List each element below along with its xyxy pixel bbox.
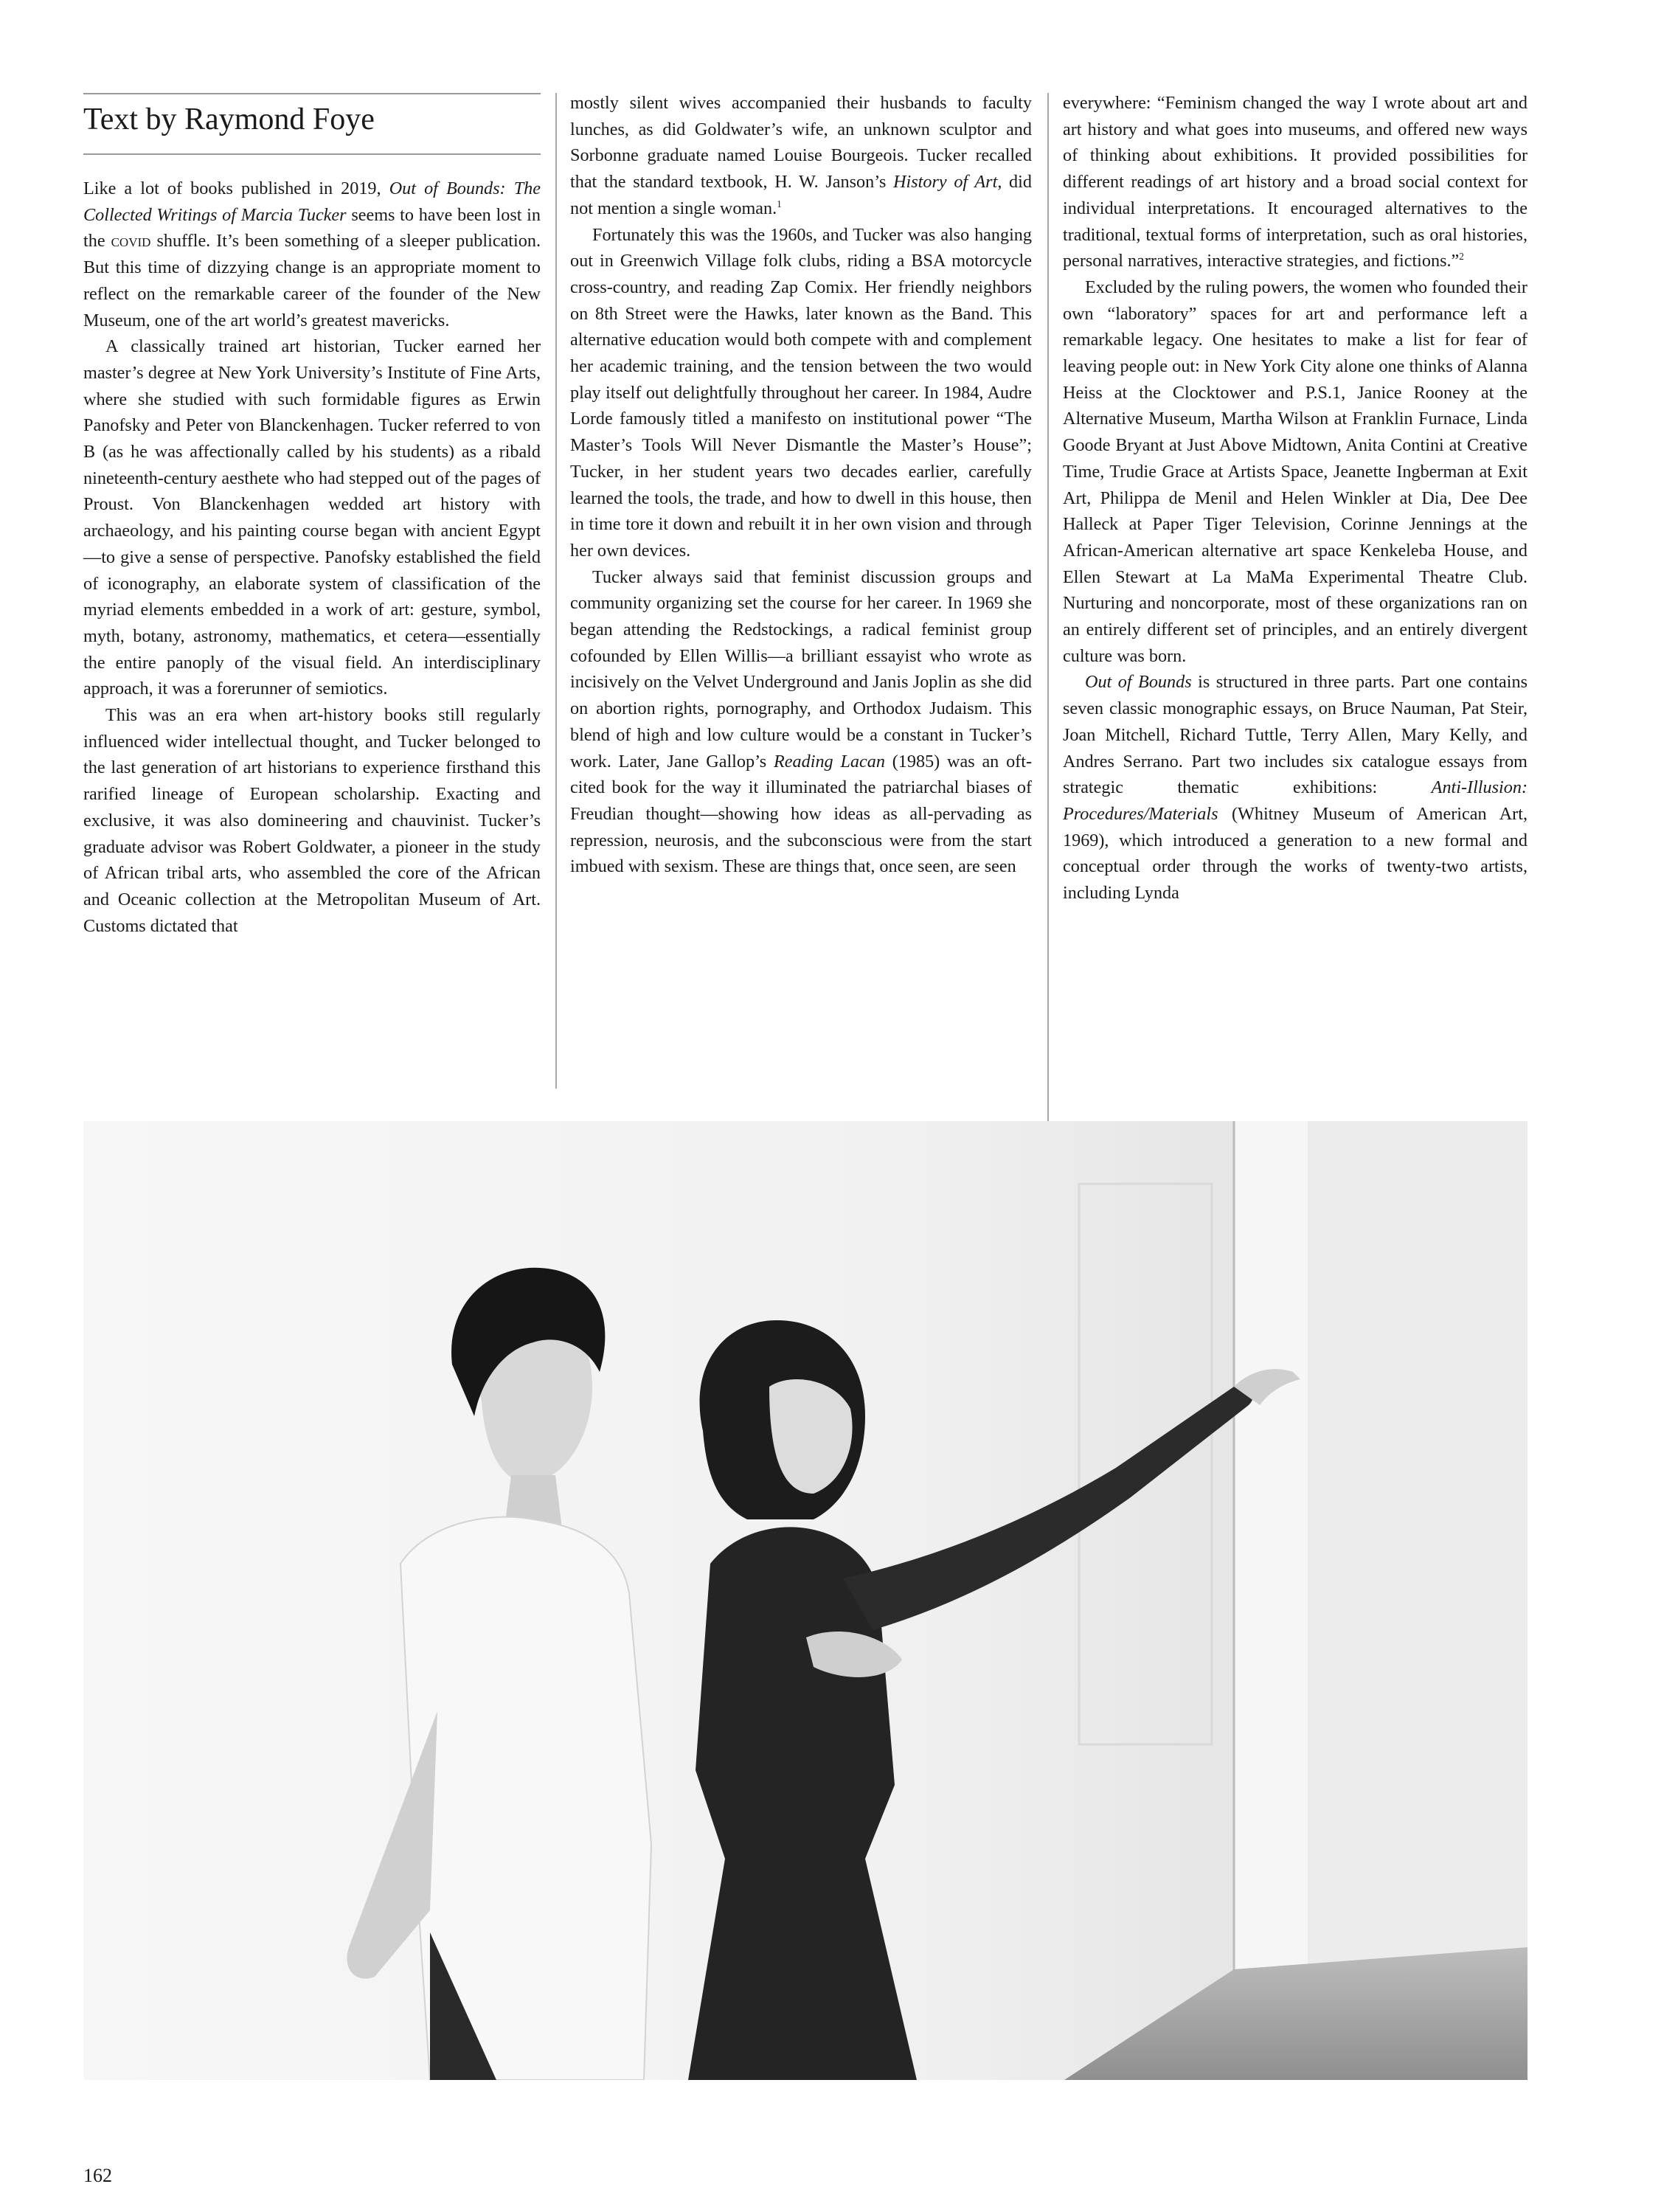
heading-rule [83, 153, 541, 155]
photo-illustration [83, 1121, 1527, 2080]
top-rule [83, 93, 541, 94]
paragraph: Excluded by the ruling powers, the women who founded their own “laboratory” spaces for art and performance left a remarkable legacy. One hesitates to make a list for fear of leaving people out: in New York City alone one thinks of Alanna Heiss at the Clocktower and P.S.1, Janice Rooney at the Alternative Museum, Martha Wilson at Franklin Furnace, Linda Goode Bryant at Just Above Midtown, Anita Contini at Creative Time, Trudie Grace at Artists Space, Jeanette Ingberman at Exit Art, Philippa de Menil and Helen Winkler at Dia, Dee Dee Halleck at Paper Tiger Television, Corinne Jennings at the African-American alternative art space Kenkeleba House, and Ellen Stewart at La MaMa Experimental Theatre Club. Nurturing and noncorporate, most of these organizations ran on an entirely different set of principles, and an entirely divergent culture was born. [1063, 277, 1527, 666]
wall-edge [1234, 1121, 1308, 2050]
article-heading: Text by Raymond Foye [83, 103, 375, 136]
gallery-photograph [83, 1121, 1527, 2080]
book-title: History of Art [893, 172, 998, 193]
book-title: Out of Bounds [1085, 672, 1192, 693]
book-title: Reading Lacan [774, 751, 885, 772]
paragraph: A classically trained art historian, Tucker earned her master’s degree at New York University’s Institute of Fine Arts, where she studied with such formidable figures as Erwin Panofsky and Peter von Blanckenhagen. Tucker referred to von B (as he was affectionally called by his students) as a ribald nineteenth-century aesthete who had stepped out of the pages of Proust. Von Blanckenhagen wedded art history with archaeology, and his painting course began with ancient Egypt—to give a sense of perspective. Panofsky established the field of iconography, an elaborate system of classification of the myriad elements embedded in a work of art: gesture, symbol, myth, botany, astronomy, mathematics, et cetera—essentially the entire panoply of the visual field. An interdisciplinary approach, it was a forerunner of semiotics. [83, 336, 541, 699]
text-column-3 [1063, 90, 1527, 906]
paragraph: Like a lot of books published in 2019, Out of Bounds: The Collected Writings of Marcia Tucker seems to have been lost in the covid shuffle. It’s been something of a sleeper publication. But this time of dizzying change is an appropriate moment to reflect on the remarkable career of the founder of the New Museum, one of the art world’s greatest mavericks. [83, 178, 541, 330]
footnote-marker: 1 [777, 198, 782, 209]
footnote-marker: 2 [1459, 251, 1464, 263]
text-column-2 [570, 90, 1032, 880]
exhibition-title: Anti-Illusion: Procedures/Materials [1063, 777, 1527, 824]
column-separator [555, 93, 557, 1089]
paragraph: Tucker always said that feminist discussion groups and community organizing set the course for her career. In 1969 she began attending the Redstockings, a radical feminist group cofounded by Ellen Willis—a brilliant essayist who wrote as incisively on the Velvet Underground and Janis Joplin as she did on abortion rights, pornography, and Orthodox Judaism. This blend of high and low culture would be a constant in Tucker’s work. Later, Jane Gallop’s Reading Lacan (1985) was an oft-cited book for the way it illuminated the patriarchal biases of Freudian thought—showing how ideas as all-pervading as repression, neurosis, and the subconscious were from the start imbued with sexism. These are things that, once seen, are seen [570, 566, 1033, 877]
paragraph: everywhere: “Feminism changed the way I wrote about art and art history and what goes into museums, and offered new ways of thinking about exhibitions. It provided possibilities for different readings of art history and a broad social context for individual interpretations. It encouraged alternatives to the traditional, textual forms of interpretation, such as oral histories, personal narratives, interactive strategies, and fictions.”$^2$ [1063, 93, 1527, 271]
page-number: 162 [83, 2165, 112, 2186]
paragraph: Fortunately this was the 1960s, and Tucker was also hanging out in Greenwich Village folk clubs, riding a BSA motorcycle cross-country, and reading Zap Comix. Her friendly neighbors on 8th Street were the Hawks, later known as the Band. This alternative education would both compete with and complement her academic training, and the tension between the two would play itself out delightfully throughout her career. In 1984, Audre Lorde famously titled a manifesto on institutional power “The Master’s Tools Will Never Dismantle the Master’s House”; Tucker, in her student years two decades earlier, carefully learned the tools, the trade, and how to dwell in this house, then in time tore it down and rebuilt it in her own vision and through her own devices. [570, 224, 1032, 561]
paragraph: Out of Bounds is structured in three parts. Part one contains seven classic monographic essays, on Bruce Nauman, Pat Steir, Joan Mitchell, Richard Tuttle, Terry Allen, Mary Kelly, and Andres Serrano. Part two includes six catalogue essays from strategic thematic exhibitions: Anti-Illusion: Procedures/Materials (Whitney Museum of American Art, 1969), which introduced a generation to a new formal and conceptual order through the works of twenty-two artists, including Lynda [1063, 672, 1527, 904]
text-column-1 [83, 176, 541, 939]
paragraph: This was an era when art-history books still regularly influenced wider intellectual thought, and Tucker belonged to the last generation of art historians to experience firsthand this rarified lineage of European scholarship. Exacting and exclusive, it was also domineering and chauvinist. Tucker’s graduate advisor was Robert Goldwater, a pioneer in the study of African tribal arts, who assembled the core of the African and Oceanic collection at the Metropolitan Museum of Art. Customs dictated that [83, 705, 541, 936]
paragraph: mostly silent wives accompanied their husbands to faculty lunches, as did Goldwater’s wife, an unknown sculptor and Sorbonne graduate named Louise Bourgeois. Tucker recalled that the standard textbook, H. W. Janson’s History of Art, did not mention a single woman.$^1$ [570, 93, 1032, 218]
book-title: Out of Bounds: The Collected Writings of Marcia Tucker [83, 178, 541, 225]
